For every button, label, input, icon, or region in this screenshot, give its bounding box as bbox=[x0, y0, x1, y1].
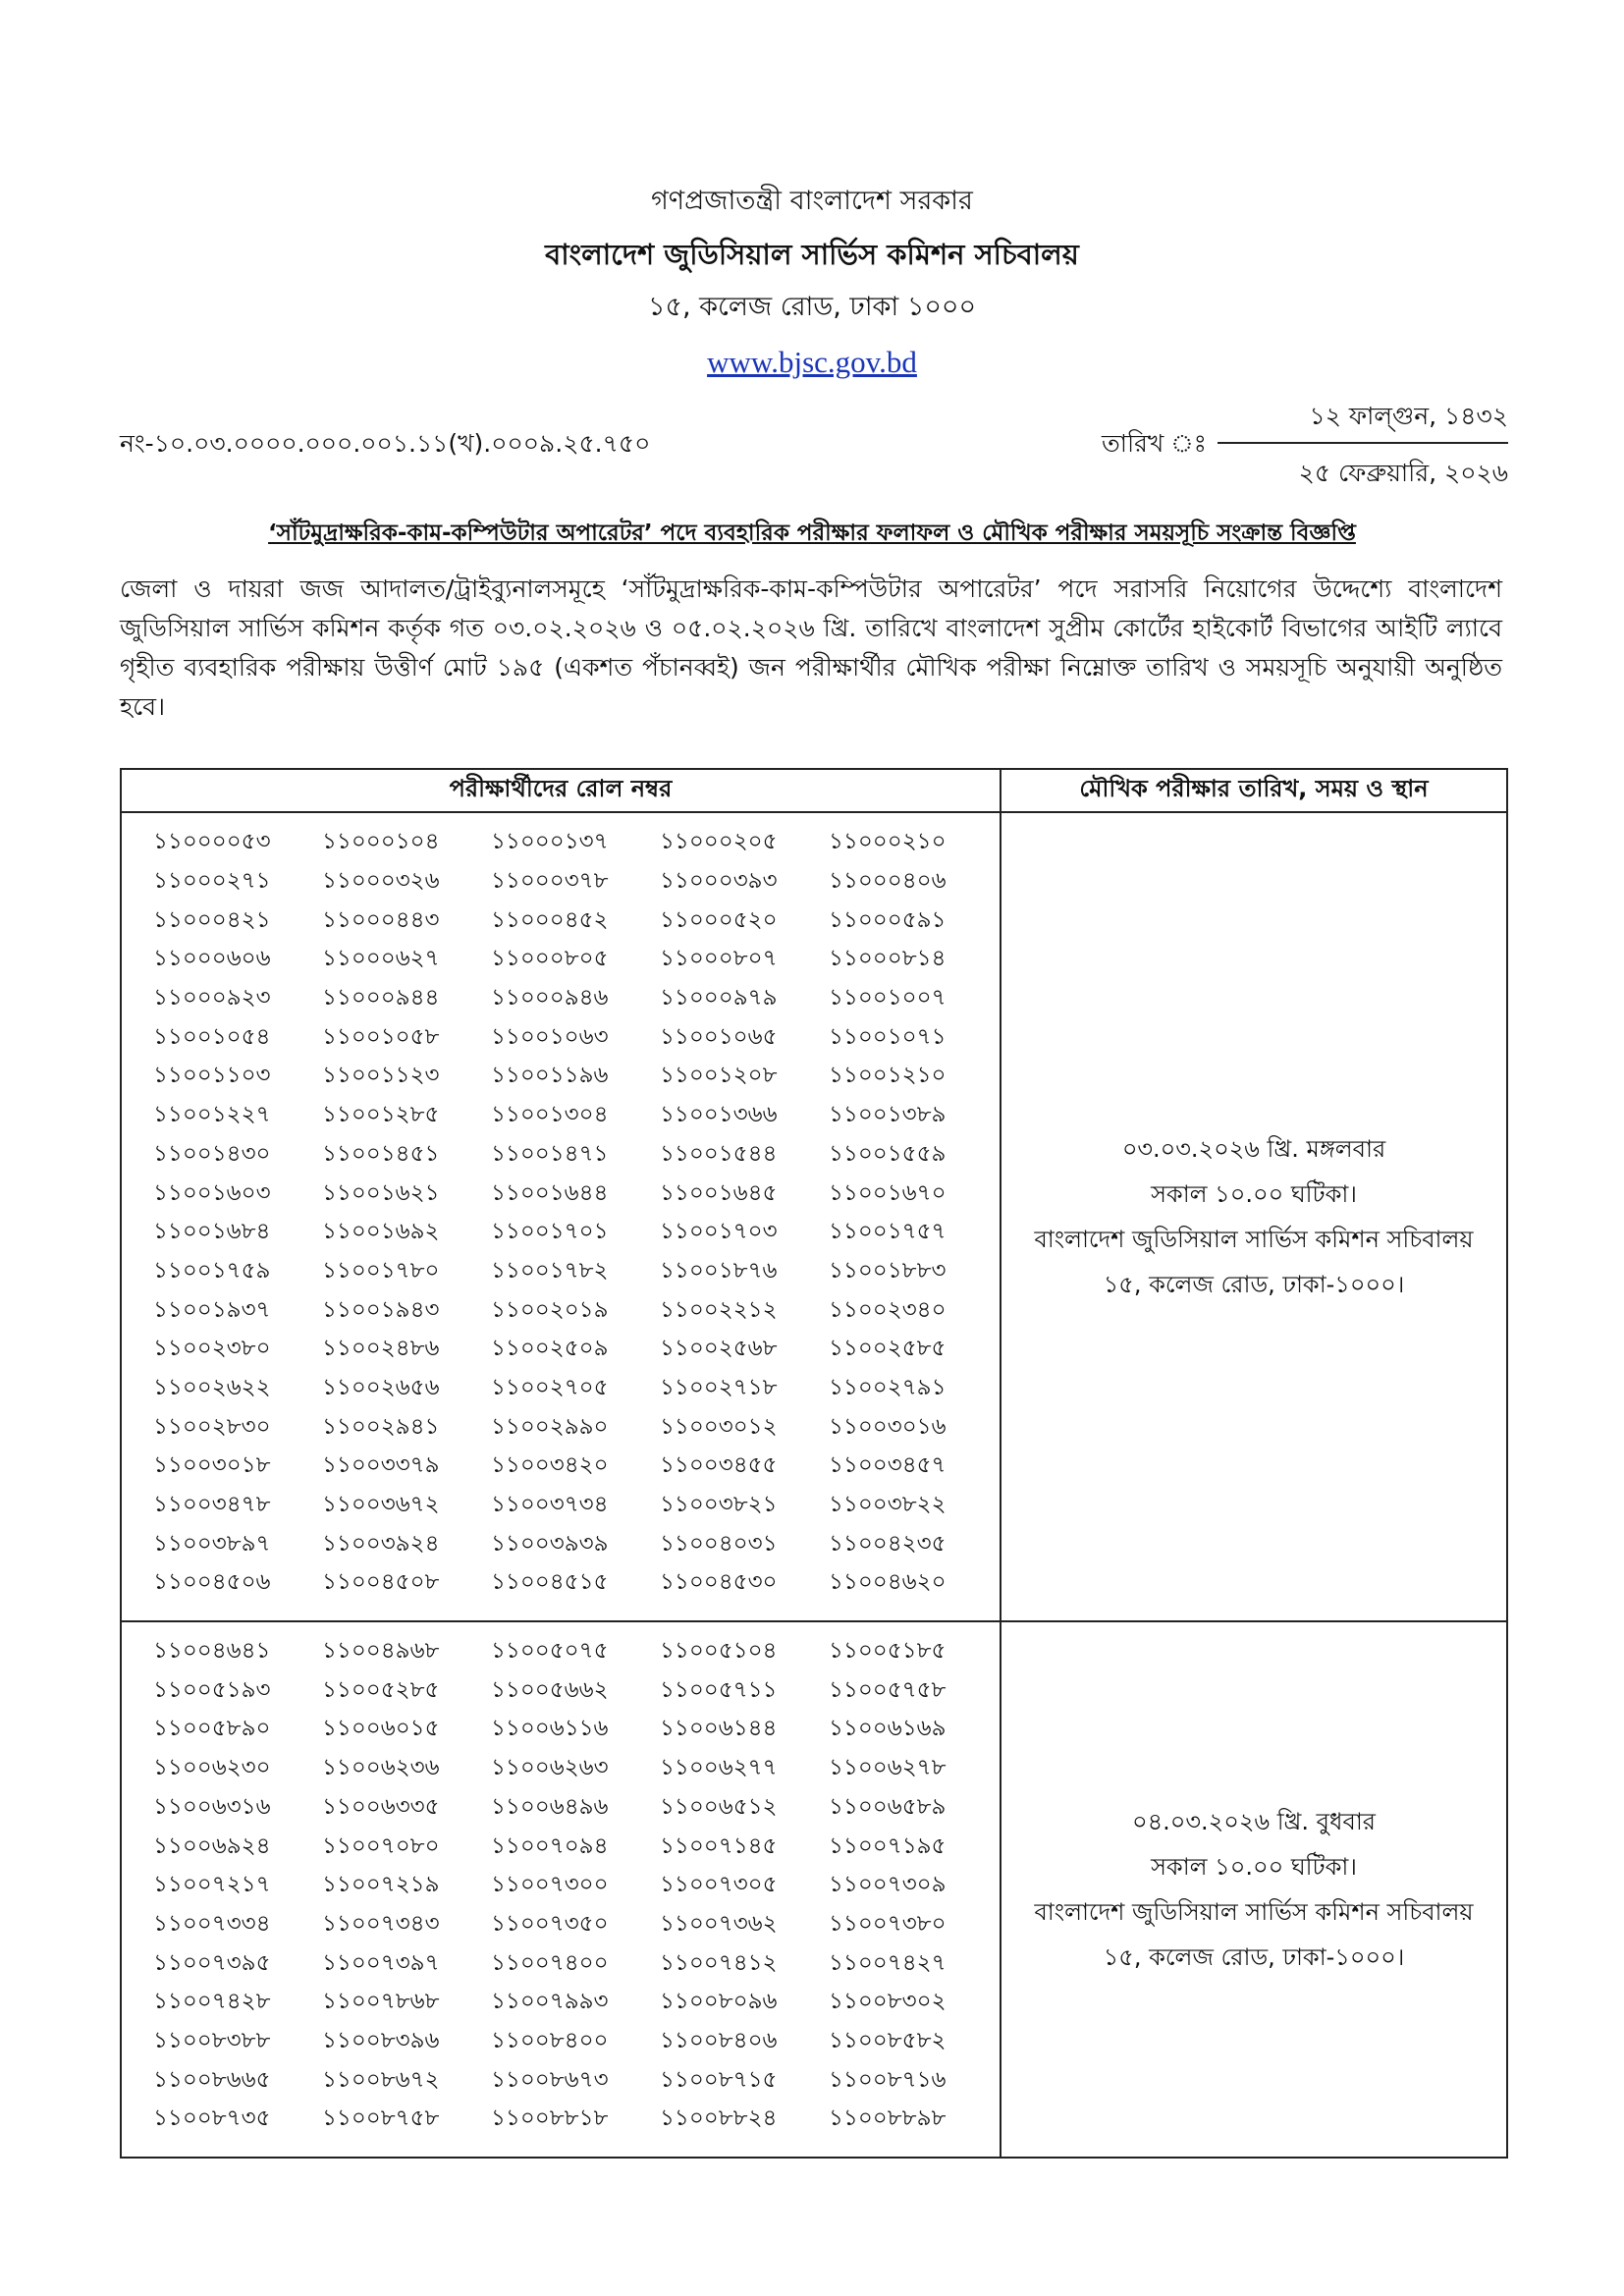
roll-row bbox=[153, 1866, 1000, 1905]
roll-numbers-header: পরীক্ষার্থীদের রোল নম্বর bbox=[121, 769, 1001, 812]
website-link[interactable]: www.bjsc.gov.bd bbox=[707, 345, 917, 379]
roll-number: ১১০০১৬০৩ bbox=[153, 1179, 271, 1206]
roll-row bbox=[153, 1632, 1000, 1671]
roll-number: ১১০০১৫৪৪ bbox=[660, 1140, 778, 1167]
roll-number: ১১০০১৬৭০ bbox=[829, 1179, 947, 1206]
roll-number: ১১০০১০৫৪ bbox=[153, 1023, 271, 1050]
roll-number: ১১০০৩৪৭৮ bbox=[153, 1492, 271, 1518]
schedule-date: ০৪.০৩.২০২৬ খ্রি. বুধবার bbox=[1132, 1807, 1376, 1835]
date-bangla: ১২ ফাল্গুন, ১৪৩২ bbox=[1309, 402, 1508, 430]
roll-number: ১১০০২৭১৮ bbox=[660, 1374, 778, 1400]
roll-number: ১১০০১৯৩৭ bbox=[153, 1296, 271, 1323]
roll-number: ১১০০০৮০৭ bbox=[660, 946, 778, 972]
roll-number: ১১০০০২০৫ bbox=[660, 829, 778, 855]
roll-number: ১১০০৭০৯৪ bbox=[491, 1832, 609, 1859]
roll-number: ১১০০১১২৩ bbox=[322, 1063, 440, 1089]
roll-number: ১১০০৮৩৯৬ bbox=[322, 2027, 440, 2053]
roll-number: ১১০০৩৬৭২ bbox=[322, 1492, 440, 1518]
roll-number: ১১০০৭৪২৭ bbox=[829, 1949, 947, 1976]
roll-number: ১১০০৭৪০০ bbox=[491, 1949, 609, 1976]
roll-number: ১১০০৮৩৮৮ bbox=[153, 2027, 271, 2053]
roll-row bbox=[153, 1710, 1000, 1749]
viva-schedule-table bbox=[120, 768, 1508, 2159]
roll-number: ১১০০৩৮২১ bbox=[660, 1492, 778, 1518]
roll-number: ১১০০১০০৭ bbox=[829, 985, 947, 1011]
roll-row bbox=[153, 901, 1000, 940]
government-name: গণপ্রজাতন্ত্রী বাংলাদেশ সরকার bbox=[651, 186, 973, 216]
roll-number: ১১০০২৫৬৮ bbox=[660, 1336, 778, 1362]
roll-number: ১১০০১০৭১ bbox=[829, 1023, 947, 1050]
roll-number: ১১০০২৫০৯ bbox=[491, 1336, 609, 1362]
roll-number: ১১০০৬২৩০ bbox=[153, 1755, 271, 1781]
roll-number: ১১০০৩৯৩৯ bbox=[491, 1530, 609, 1557]
roll-number: ১১০০৬৩৩৫ bbox=[322, 1793, 440, 1820]
roll-number: ১১০০১২৮৫ bbox=[322, 1102, 440, 1128]
roll-number: ১১০০৭৩৬২ bbox=[660, 1910, 778, 1937]
roll-number: ১১০০১১৯৬ bbox=[491, 1063, 609, 1089]
date-label: তারিখ ঃ bbox=[1102, 429, 1207, 458]
roll-number: ১১০০১৪৫১ bbox=[322, 1140, 440, 1167]
roll-number: ১১০০০৪২১ bbox=[153, 906, 271, 933]
roll-row bbox=[153, 1827, 1000, 1866]
roll-number: ১১০০০৯৭৯ bbox=[660, 985, 778, 1011]
office-name: বাংলাদেশ জুডিসিয়াল সার্ভিস কমিশন সচিবালয় bbox=[545, 238, 1079, 271]
roll-row bbox=[153, 1749, 1000, 1788]
roll-number: ১১০০১৭০৩ bbox=[660, 1219, 778, 1245]
roll-number: ১১০০৬২৭৭ bbox=[660, 1755, 778, 1781]
schedule-time: সকাল ১০.০০ ঘটিকা। bbox=[1151, 1179, 1357, 1208]
roll-number: ১১০০৪০৩১ bbox=[660, 1530, 778, 1557]
roll-number: ১১০০৪৫০৬ bbox=[153, 1569, 271, 1596]
roll-number: ১১০০১২০৮ bbox=[660, 1063, 778, 1089]
roll-number: ১১০০৩৭৩৪ bbox=[491, 1492, 609, 1518]
roll-number: ১১০০৮৬৬৫ bbox=[153, 2066, 271, 2093]
roll-row bbox=[153, 940, 1000, 979]
roll-number: ১১০০১৮৮৩ bbox=[829, 1257, 947, 1284]
roll-number: ১১০০৮৭৩৫ bbox=[153, 2105, 271, 2132]
roll-row bbox=[153, 1290, 1000, 1330]
roll-number: ১১০০০২৭১ bbox=[153, 868, 271, 895]
roll-row bbox=[153, 2022, 1000, 2061]
roll-number: ১১০০১৮৭৬ bbox=[660, 1257, 778, 1284]
roll-number: ১১০০১৩০৪ bbox=[491, 1102, 609, 1128]
roll-number: ১১০০৪৫১৫ bbox=[491, 1569, 609, 1596]
roll-number: ১১০০৫০৭৫ bbox=[491, 1638, 609, 1665]
roll-number: ১১০০৮৮১৮ bbox=[491, 2105, 609, 2132]
roll-number: ১১০০৫৭৫৮ bbox=[829, 1676, 947, 1703]
roll-number: ১১০০৬৫১২ bbox=[660, 1793, 778, 1820]
roll-number: ১১০০০৬২৭ bbox=[322, 946, 440, 972]
roll-number: ১১০০৭৯৯৩ bbox=[491, 1989, 609, 2015]
letterhead bbox=[0, 175, 1624, 391]
roll-number: ১১০০৩০১৮ bbox=[153, 1452, 271, 1479]
roll-row bbox=[153, 1174, 1000, 1213]
roll-number: ১১০০৬২৬৩ bbox=[491, 1755, 609, 1781]
roll-number: ১১০০৩৪২০ bbox=[491, 1452, 609, 1479]
subject-text: ‘সাঁটমুদ্রাক্ষরিক-কাম-কম্পিউটার অপারেটর’ পদে ব্যবহারিক পরীক্ষার ফলাফল ও মৌখিক পরীক্ষার সময়সূচি সংক্রান্ত বিজ্ঞপ্তি bbox=[268, 520, 1356, 546]
roll-number: ১১০০৭৩৯৭ bbox=[322, 1949, 440, 1976]
roll-number: ১১০০০৯২৩ bbox=[153, 985, 271, 1011]
roll-number: ১১০০৮৭১৫ bbox=[660, 2066, 778, 2093]
roll-number: ১১০০২৭৯১ bbox=[829, 1374, 947, 1400]
roll-number: ১১০০২৬৫৬ bbox=[322, 1374, 440, 1400]
notice-subject bbox=[0, 515, 1624, 553]
roll-number: ১১০০১০৬৫ bbox=[660, 1023, 778, 1050]
roll-number: ১১০০২৩৮০ bbox=[153, 1336, 271, 1362]
roll-number: ১১০০১৭৫৭ bbox=[829, 1219, 947, 1245]
roll-number: ১১০০২০১৯ bbox=[491, 1296, 609, 1323]
roll-row bbox=[153, 1983, 1000, 2022]
roll-number: ১১০০৪৬৪১ bbox=[153, 1638, 271, 1665]
office-address: ১৫, কলেজ রোড, ঢাকা ১০০০ bbox=[647, 292, 977, 322]
roll-number: ১১০০৬৩১৬ bbox=[153, 1793, 271, 1820]
roll-number: ১১০০৬০১৫ bbox=[322, 1716, 440, 1742]
roll-number: ১১০০৬৫৮৯ bbox=[829, 1793, 947, 1820]
roll-number: ১১০০০০৫৩ bbox=[153, 829, 271, 855]
roll-number: ১১০০৫৬৬২ bbox=[491, 1676, 609, 1703]
schedule-venue: বাংলাদেশ জুডিসিয়াল সার্ভিস কমিশন সচিবালয় bbox=[1034, 1897, 1474, 1926]
roll-number: ১১০০৩৯২৪ bbox=[322, 1530, 440, 1557]
viva-schedule-details bbox=[1001, 812, 1507, 1621]
roll-number: ১১০০৮৭৫৮ bbox=[322, 2105, 440, 2132]
roll-number: ১১০০১৬৮৪ bbox=[153, 1219, 271, 1245]
roll-number: ১১০০৭৩০৫ bbox=[660, 1872, 778, 1898]
roll-number: ১১০০৩৪৫৫ bbox=[660, 1452, 778, 1479]
roll-number: ১১০০৭৩৩৪ bbox=[153, 1910, 271, 1937]
roll-number: ১১০০৭৩৫০ bbox=[491, 1910, 609, 1937]
roll-number: ১১০০৫১৯৩ bbox=[153, 1676, 271, 1703]
roll-number: ১১০০০৮১৪ bbox=[829, 946, 947, 972]
roll-number: ১১০০৮৬৭২ bbox=[322, 2066, 440, 2093]
roll-number: ১১০০৭৩০৯ bbox=[829, 1872, 947, 1898]
roll-row bbox=[153, 1057, 1000, 1096]
roll-number: ১১০০৮৬৭৩ bbox=[491, 2066, 609, 2093]
roll-number: ১১০০৮০৯৬ bbox=[660, 1989, 778, 2015]
memo-number: নং-১০.০৩.০০০০.০০০.০০১.১১(খ).০০০৯.২৫.৭৫০ bbox=[120, 429, 651, 458]
roll-number: ১১০০২৯৪১ bbox=[322, 1413, 440, 1440]
date-divider bbox=[1218, 442, 1508, 444]
roll-number: ১১০০৮৮২৪ bbox=[660, 2105, 778, 2132]
roll-row bbox=[153, 1943, 1000, 1983]
roll-number: ১১০০১৩৮৯ bbox=[829, 1102, 947, 1128]
roll-number: ১১০০৬১১৬ bbox=[491, 1716, 609, 1742]
roll-number: ১১০০১৪৩০ bbox=[153, 1140, 271, 1167]
roll-number: ১১০০৫২৮৫ bbox=[322, 1676, 440, 1703]
roll-number: ১১০০৫৭১১ bbox=[660, 1676, 778, 1703]
roll-number: ১১০০৫৮৯০ bbox=[153, 1716, 271, 1742]
roll-row bbox=[153, 1096, 1000, 1135]
roll-number: ১১০০০৩৭৮ bbox=[491, 868, 609, 895]
roll-row bbox=[153, 1486, 1000, 1525]
schedule-address: ১৫, কলেজ রোড, ঢাকা-১০০০। bbox=[1103, 1270, 1405, 1298]
roll-number: ১১০০৭৩৮০ bbox=[829, 1910, 947, 1937]
roll-number: ১১০০৮৩০২ bbox=[829, 1989, 947, 2015]
roll-row bbox=[153, 1017, 1000, 1057]
roll-number: ১১০০২৭০৫ bbox=[491, 1374, 609, 1400]
roll-number: ১১০০৩৮৯৭ bbox=[153, 1530, 271, 1557]
roll-row bbox=[153, 979, 1000, 1018]
viva-schedule-details bbox=[1001, 1621, 1507, 2158]
schedule-venue: বাংলাদেশ জুডিসিয়াল সার্ভিস কমিশন সচিবালয় bbox=[1034, 1225, 1474, 1253]
roll-number: ১১০০১৫৫৯ bbox=[829, 1140, 947, 1167]
roll-row bbox=[153, 1788, 1000, 1828]
roll-number: ১১০০০৮০৫ bbox=[491, 946, 609, 972]
roll-number: ১১০০১০৫৮ bbox=[322, 1023, 440, 1050]
roll-number: ১১০০৬৯২৪ bbox=[153, 1832, 271, 1859]
roll-number: ১১০০৮৪০৬ bbox=[660, 2027, 778, 2053]
roll-number: ১১০০২২১২ bbox=[660, 1296, 778, 1323]
roll-row bbox=[153, 1213, 1000, 1252]
roll-number: ১১০০১০৬৩ bbox=[491, 1023, 609, 1050]
roll-row bbox=[153, 862, 1000, 902]
roll-row bbox=[153, 2060, 1000, 2100]
roll-number: ১১০০৭৪১২ bbox=[660, 1949, 778, 1976]
roll-number: ১১০০২৮৩০ bbox=[153, 1413, 271, 1440]
roll-number: ১১০০২৩৪০ bbox=[829, 1296, 947, 1323]
roll-number: ১১০০৪৯৬৮ bbox=[322, 1638, 440, 1665]
roll-row bbox=[153, 1252, 1000, 1291]
roll-number: ১১০০৮৫৮২ bbox=[829, 2027, 947, 2053]
schedule-time: সকাল ১০.০০ ঘটিকা। bbox=[1151, 1852, 1357, 1881]
roll-number: ১১০০৭২১৯ bbox=[322, 1872, 440, 1898]
roll-number: ১১০০১৭৮০ bbox=[322, 1257, 440, 1284]
roll-number-list bbox=[121, 1621, 1001, 2158]
roll-number: ১১০০৮৮৯৮ bbox=[829, 2105, 947, 2132]
roll-number: ১১০০১৬৪৫ bbox=[660, 1179, 778, 1206]
roll-number: ১১০০৩০১৬ bbox=[829, 1413, 947, 1440]
roll-row bbox=[153, 1447, 1000, 1486]
roll-number: ১১০০১৪৭১ bbox=[491, 1140, 609, 1167]
roll-number: ১১০০৪৫৩০ bbox=[660, 1569, 778, 1596]
roll-number: ১১০০২৫৮৫ bbox=[829, 1336, 947, 1362]
roll-number: ১১০০৪২৩৫ bbox=[829, 1530, 947, 1557]
roll-number: ১১০০৬৪৯৬ bbox=[491, 1793, 609, 1820]
roll-number: ১১০০৫১০৪ bbox=[660, 1638, 778, 1665]
roll-number: ১১০০১৬৪৪ bbox=[491, 1179, 609, 1206]
roll-number: ১১০০১৬৯২ bbox=[322, 1219, 440, 1245]
roll-number: ১১০০১১০৩ bbox=[153, 1063, 271, 1089]
roll-number: ১১০০৬২৭৮ bbox=[829, 1755, 947, 1781]
roll-number: ১১০০৭৩৯৫ bbox=[153, 1949, 271, 1976]
schedule-group-row bbox=[121, 1621, 1507, 2158]
roll-number: ১১০০০৯৪৪ bbox=[322, 985, 440, 1011]
roll-number: ১১০০৭০৮০ bbox=[322, 1832, 440, 1859]
roll-row bbox=[153, 1330, 1000, 1369]
roll-row bbox=[153, 1524, 1000, 1563]
roll-row bbox=[153, 1135, 1000, 1175]
roll-number: ১১০০৭২১৭ bbox=[153, 1872, 271, 1898]
roll-number: ১১০০১২১০ bbox=[829, 1063, 947, 1089]
roll-number: ১১০০৭৩৪৩ bbox=[322, 1910, 440, 1937]
roll-number: ১১০০৫১৮৫ bbox=[829, 1638, 947, 1665]
roll-number: ১১০০৬২৩৬ bbox=[322, 1755, 440, 1781]
roll-number: ১১০০০৪৫২ bbox=[491, 906, 609, 933]
roll-number: ১১০০৮৪০০ bbox=[491, 2027, 609, 2053]
roll-number: ১১০০২৬২২ bbox=[153, 1374, 271, 1400]
roll-number: ১১০০১৭০১ bbox=[491, 1219, 609, 1245]
roll-number: ১১০০১৭৫৯ bbox=[153, 1257, 271, 1284]
notice-body: জেলা ও দায়রা জজ আদালত/ট্রাইব্যুনালসমূহে ‘সাঁটমুদ্রাক্ষরিক-কাম-কম্পিউটার অপারেটর’ পদে সরাসরি নিয়োগের উদ্দেশ্যে বাংলাদেশ জুডিসিয়াল সার্ভিস কমিশন কর্তৃক গত ০৩.০২.২০২৬ ও ০৫.০২.২০২৬ খ্রি. তারিখে বাংলাদেশ সুপ্রীম কোর্টের হাইকোর্ট বিভাগের আইটি ল্যাবে গৃহীত ব্যবহারিক পরীক্ষায় উত্তীর্ণ মোট ১৯৫ (একশত পঁচানব্বই) জন পরীক্ষার্থীর মৌখিক পরীক্ষা নিম্নোক্ত তারিখ ও সময়সূচি অনুযায়ী অনুষ্ঠিত হবে। bbox=[120, 574, 1502, 721]
roll-number: ১১০০৩৮২২ bbox=[829, 1492, 947, 1518]
roll-number: ১১০০৮৭১৬ bbox=[829, 2066, 947, 2093]
roll-number: ১১০০২৯৯০ bbox=[491, 1413, 609, 1440]
roll-number: ১১০০৬১৬৯ bbox=[829, 1716, 947, 1742]
roll-number: ১১০০০৪৪৩ bbox=[322, 906, 440, 933]
roll-number: ১১০০০৯৪৬ bbox=[491, 985, 609, 1011]
roll-number: ১১০০০৪০৬ bbox=[829, 868, 947, 895]
roll-number: ১১০০০৩২৬ bbox=[322, 868, 440, 895]
roll-number: ১১০০৭৩০০ bbox=[491, 1872, 609, 1898]
roll-number: ১১০০০৬০৬ bbox=[153, 946, 271, 972]
table-header-row bbox=[121, 769, 1507, 812]
schedule-date: ০৩.০৩.২০২৬ খ্রি. মঙ্গলবার bbox=[1121, 1134, 1386, 1163]
roll-number: ১১০০৩০১২ bbox=[660, 1413, 778, 1440]
roll-number: ১১০০১৩৬৬ bbox=[660, 1102, 778, 1128]
roll-number: ১১০০০২১০ bbox=[829, 829, 947, 855]
roll-number: ১১০০০৫৯১ bbox=[829, 906, 947, 933]
roll-number: ১১০০০৫২০ bbox=[660, 906, 778, 933]
roll-row bbox=[153, 1369, 1000, 1408]
schedule-address: ১৫, কলেজ রোড, ঢাকা-১০০০। bbox=[1103, 1942, 1405, 1971]
roll-row bbox=[153, 1905, 1000, 1944]
roll-number: ১১০০১৬২১ bbox=[322, 1179, 440, 1206]
roll-number: ১১০০৭৪২৮ bbox=[153, 1989, 271, 2015]
roll-number: ১১০০০১৩৭ bbox=[491, 829, 609, 855]
roll-number: ১১০০৭১৪৫ bbox=[660, 1832, 778, 1859]
roll-row bbox=[153, 823, 1000, 862]
roll-number: ১১০০৭১৯৫ bbox=[829, 1832, 947, 1859]
roll-number-list bbox=[121, 812, 1001, 1621]
roll-number: ১১০০০৩৯৩ bbox=[660, 868, 778, 895]
roll-number: ১১০০২৪৮৬ bbox=[322, 1336, 440, 1362]
roll-number: ১১০০৬১৪৪ bbox=[660, 1716, 778, 1742]
roll-row bbox=[153, 1407, 1000, 1447]
roll-number: ১১০০৪৫০৮ bbox=[322, 1569, 440, 1596]
roll-number: ১১০০১৯৪৩ bbox=[322, 1296, 440, 1323]
roll-number: ১১০০১৭৮২ bbox=[491, 1257, 609, 1284]
schedule-header: মৌখিক পরীক্ষার তারিখ, সময় ও স্থান bbox=[1001, 769, 1507, 812]
roll-number: ১১০০৩৪৫৭ bbox=[829, 1452, 947, 1479]
roll-row bbox=[153, 1670, 1000, 1710]
roll-number: ১১০০৭৮৬৮ bbox=[322, 1989, 440, 2015]
roll-row bbox=[153, 1563, 1000, 1603]
date-english: ২৫ ফেব্রুয়ারি, ২০২৬ bbox=[1298, 459, 1508, 487]
roll-number: ১১০০৪৬২০ bbox=[829, 1569, 947, 1596]
roll-row bbox=[153, 2100, 1000, 2139]
roll-number: ১১০০০১০৪ bbox=[322, 829, 440, 855]
roll-number: ১১০০১২২৭ bbox=[153, 1102, 271, 1128]
roll-number: ১১০০৩৩৭৯ bbox=[322, 1452, 440, 1479]
schedule-group-row bbox=[121, 812, 1507, 1621]
